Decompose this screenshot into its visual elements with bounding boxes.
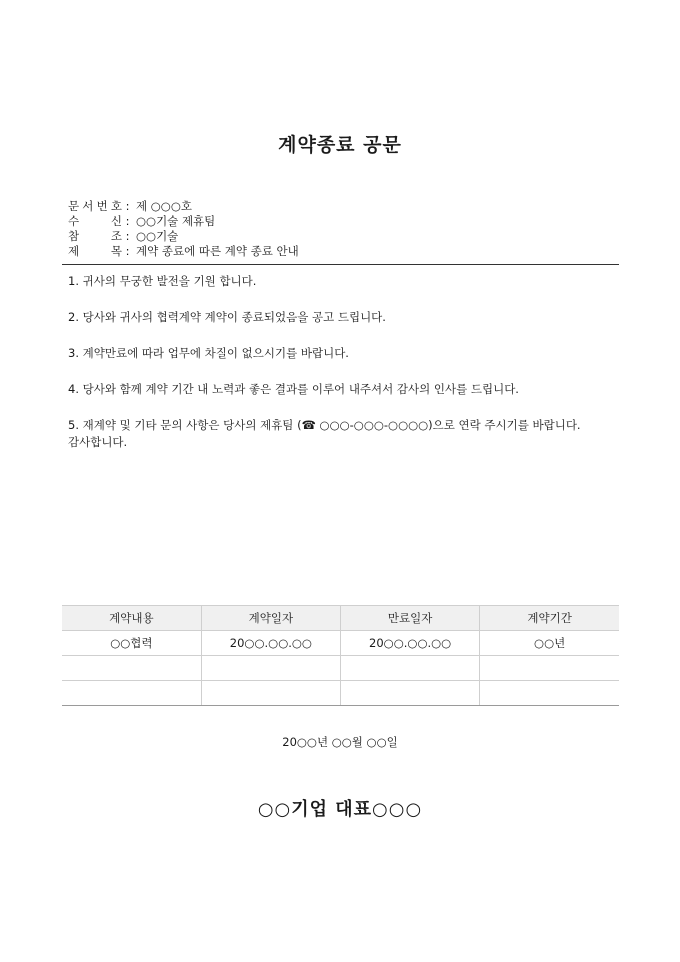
paragraph-5: 5. 재계약 및 기타 문의 사항은 당사의 제휴팀 (☎ ○○○-○○○-○○○○)으로 연락 주시기를 바랍니다. 감사합니다. <box>68 418 581 449</box>
meta-label: 제 목 <box>68 244 122 258</box>
table-cell <box>480 681 619 706</box>
table-cell <box>201 681 340 706</box>
meta-value: ○○기술 제휴팀 <box>136 214 216 228</box>
table-header-row <box>62 606 619 631</box>
column-header: 계약기간 <box>480 606 619 631</box>
meta-colon: : <box>125 229 130 243</box>
meta-colon: : <box>125 199 130 213</box>
document-title: 계약종료 공문 <box>278 134 402 156</box>
header-divider <box>62 264 619 265</box>
table-cell <box>201 656 340 681</box>
meta-label: 수 신 <box>68 214 122 228</box>
table-cell <box>341 681 480 706</box>
meta-row-recipient <box>68 214 620 229</box>
table-cell: 20○○.○○.○○ <box>201 631 340 656</box>
column-header: 만료일자 <box>341 606 480 631</box>
meta-value: ○○기술 <box>136 229 179 243</box>
table-cell: ○○협력 <box>62 631 201 656</box>
table-cell <box>480 656 619 681</box>
meta-label: 참 조 <box>68 229 122 243</box>
document-date: 20○○년 ○○월 ○○일 <box>282 735 398 749</box>
table-row <box>62 681 619 706</box>
paragraph-3: 3. 계약만료에 따라 업무에 차질이 없으시기를 바랍니다. <box>68 346 349 360</box>
document-signature: ○○기업 대표○○○ <box>257 799 423 820</box>
meta-value: 제 ○○○호 <box>136 199 192 213</box>
table-row <box>62 656 619 681</box>
meta-row-reference <box>68 229 620 244</box>
column-header: 계약일자 <box>201 606 340 631</box>
table-cell <box>62 656 201 681</box>
table-cell <box>341 656 480 681</box>
document-meta <box>68 199 620 259</box>
table-cell: 20○○.○○.○○ <box>341 631 480 656</box>
meta-row-subject <box>68 244 620 259</box>
table-cell: ○○년 <box>480 631 619 656</box>
meta-label: 문 서 번 호 <box>68 199 122 213</box>
document-body <box>68 273 588 470</box>
contract-table <box>62 605 619 706</box>
paragraph-4: 4. 당사와 함께 계약 기간 내 노력과 좋은 결과를 이루어 내주셔서 감사의 인사를 드립니다. <box>68 382 519 396</box>
table-cell <box>62 681 201 706</box>
paragraph-1: 1. 귀사의 무궁한 발전을 기원 합니다. <box>68 274 257 288</box>
meta-colon: : <box>125 244 130 258</box>
meta-row-doc-number <box>68 199 620 214</box>
table-row <box>62 631 619 656</box>
column-header: 계약내용 <box>62 606 201 631</box>
paragraph-2: 2. 당사와 귀사의 협력계약 계약이 종료되었음을 공고 드립니다. <box>68 310 386 324</box>
meta-value: 계약 종료에 따른 계약 종료 안내 <box>136 244 299 258</box>
meta-colon: : <box>125 214 130 228</box>
